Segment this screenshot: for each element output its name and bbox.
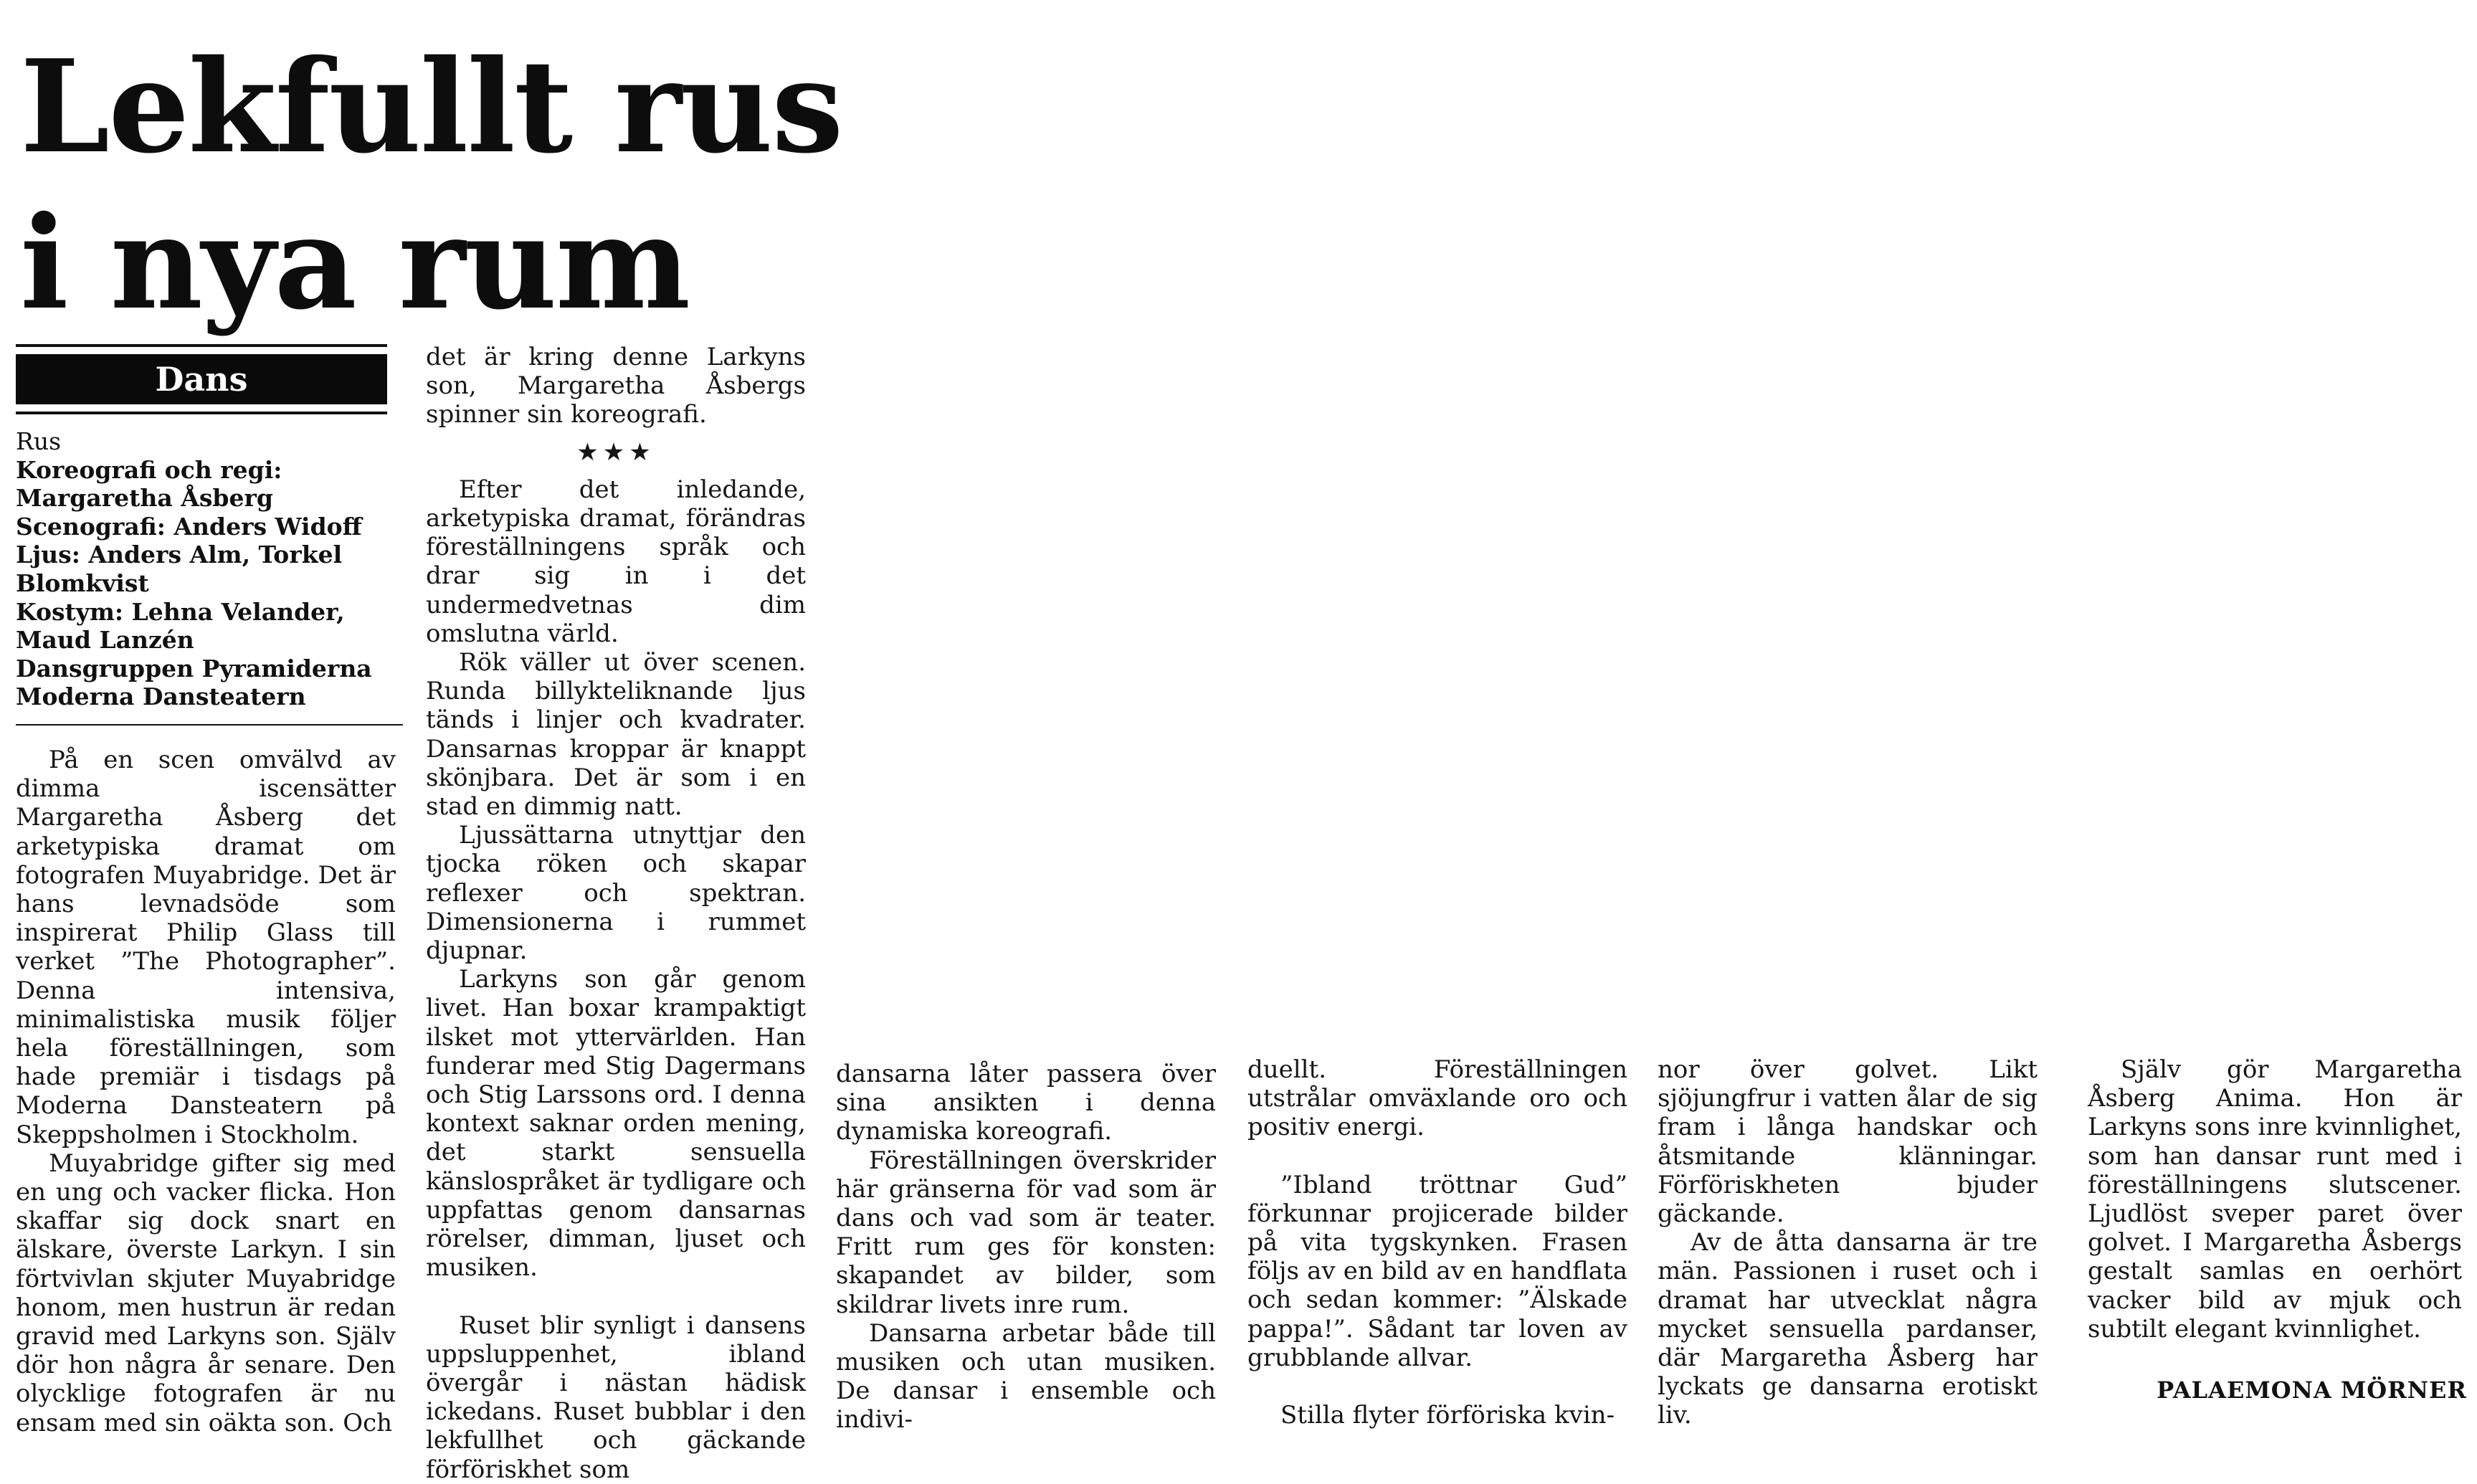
paragraph: Stilla flyter förföriska kvin- xyxy=(1280,1401,1615,1430)
credit-line: Margaretha Åsberg xyxy=(16,484,273,513)
credit-line: Blomkvist xyxy=(16,569,149,597)
credit-line: Rus xyxy=(16,427,62,455)
section-label: Dans xyxy=(16,354,387,404)
section-rule-bottom xyxy=(16,412,387,414)
paragraph: Själv gör Margaretha Åsberg Anima. Hon är Larkyns sons inre kvinnlighet, som han dansar runt med i föreställningens slutscener. Ljudlöst sveper paret över golvet. I Margaretha Åsbergs gestalt samlas en oerhört vacker bild av mjuk och subtilt elegant kvinnlighet. xyxy=(2088,1055,2462,1343)
paragraph: Rök väller ut över scenen. Runda billykteliknande ljus tänds i linjer och kvadrater. Dansarnas kroppar är knappt skönjbara. Det är som i en stad en dimmig natt. xyxy=(426,648,806,822)
paragraph: det är kring denne Larkyns son, Margaretha Åsbergs spinner sin koreografi. xyxy=(426,343,806,429)
article-column-3 xyxy=(836,1060,1216,1435)
section-stars: ★★★ xyxy=(576,437,655,467)
credit-line: Moderna Dansteatern xyxy=(16,682,306,711)
credit-line: Maud Lanzén xyxy=(16,626,194,655)
article-column-5 xyxy=(1658,1055,2038,1430)
paragraph: Av de åtta dansarna är tre män. Passionen i ruset och i dramat har utvecklat några mycket sensuella pardanser, där Margaretha Åsberg har lyckats ge dansarna erotiskt liv. xyxy=(1658,1228,2038,1430)
credit-line: Scenografi: Anders Widoff xyxy=(16,512,362,541)
headline xyxy=(20,29,842,341)
article-column-1 xyxy=(16,746,396,1437)
paragraph: nor över golvet. Likt sjöjungfrur i vatten ålar de sig fram i långa handskar och åtsmitande klänningar. Förföriskheten bjuder gäckande. xyxy=(1658,1055,2038,1229)
paragraph: duellt. Föreställningen utstrålar omväxlande oro och positiv energi. xyxy=(1247,1055,1627,1142)
paragraph: Efter det inledande, arketypiska dramat, förändras föreställningens språk och drar sig in i det undermedvetnas dim omslutna värld. xyxy=(426,475,806,648)
credit-line: Koreografi och regi: xyxy=(16,455,282,484)
credit-line: Dansgruppen Pyramiderna xyxy=(16,654,372,682)
paragraph: Ruset blir synligt i dansens uppsluppenhet, ibland övergår i nästan hädisk ickedans. Ruset bubblar i den lekfullhet och gäckande förföriskhet som xyxy=(426,1311,806,1484)
article-column-2 xyxy=(426,343,806,1484)
paragraph: Föreställningen överskrider här gränserna för vad som är dans och vad som är teater. Fritt rum ges för konsten: skapandet av bilder, som skildrar livets inre rum. xyxy=(836,1146,1216,1319)
credit-line: Ljus: Anders Alm, Torkel xyxy=(16,541,343,569)
paragraph: dansarna låter passera över sina ansikten i denna dynamiska koreografi. xyxy=(836,1060,1216,1146)
headline-line-1: Lekfullt rus xyxy=(20,32,842,181)
paragraph: Larkyns son går genom livet. Han boxar krampaktigt ilsket mot yttervärlden. Han funderar med Stig Dagermans och Stig Larssons ord. I denna kontext saknar orden mening, det starkt sensuella känslospråket är tydligare och uppfattas genom dansarnas rörelser, dimman, ljuset och musiken. xyxy=(426,965,806,1283)
section-rule-top xyxy=(16,344,387,347)
author-byline: PALAEMONA MÖRNER xyxy=(2157,1376,2467,1404)
paragraph: Dansarna arbetar både till musiken och utan musiken. De dansar i ensemble och indivi- xyxy=(836,1318,1216,1435)
paragraph: Ljussättarna utnyttjar den tjocka röken och skapar reflexer och spektran. Dimensionerna i rummet djupnar. xyxy=(426,821,806,966)
article-column-4 xyxy=(1247,1055,1627,1430)
credits-block xyxy=(16,427,403,711)
paragraph: Muyabridge gifter sig med en ung och vacker flicka. Hon skaffar sig dock snart en älskare, överste Larkyn. I sin förtvivlan skjuter Muyabridge honom, men hustrun är redan gravid med Larkyns son. Själv dör hon några år senare. Den olycklige fotografen är nu ensam med sin oäkta son. Och xyxy=(16,1148,396,1437)
credit-line: Kostym: Lehna Velander, xyxy=(16,597,345,626)
article-column-6 xyxy=(2088,1055,2462,1343)
headline-line-2: i nya rum xyxy=(20,188,690,338)
paragraph: På en scen omvälvd av dimma iscensätter Margaretha Åsberg det arketypiska dramat om fotografen Muyabridge. Det är hans levnadsöde som inspirerat Philip Glass till verket ”The Photographer”. Denna intensiva, minimalistiska musik följer hela föreställningen, som hade premiär i tisdags på Moderna Dansteatern på Skeppsholmen i Stockholm. xyxy=(16,746,396,1149)
credits-divider xyxy=(16,724,403,726)
paragraph: ”Ibland tröttnar Gud” förkunnar projicerade bilder på vita tygskynken. Frasen följs av en bild av en handflata och sedan kommer: ”Älskade pappa!”. Sådant tar loven av grubblande allvar. xyxy=(1247,1170,1627,1372)
